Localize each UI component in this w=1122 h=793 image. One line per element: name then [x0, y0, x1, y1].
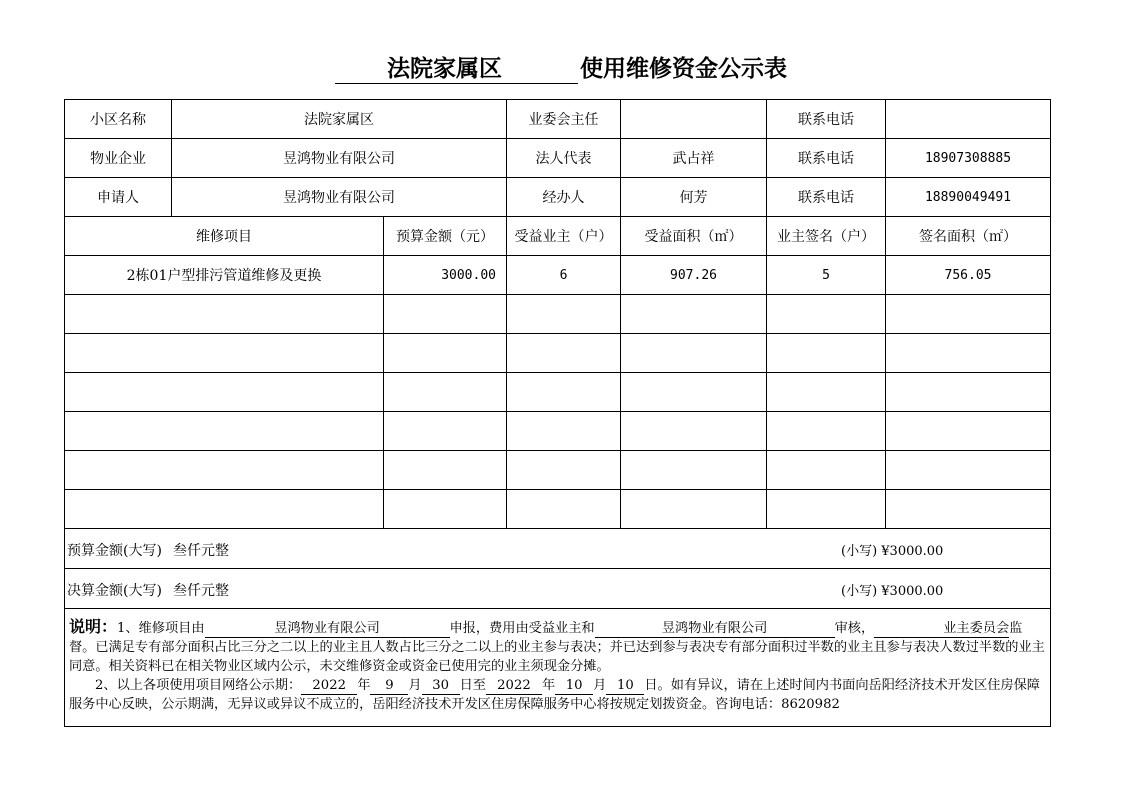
notes-paragraph-2: 2、以上各项使用项目网络公示期： 2022 年 9 月 30 日至 2022 年 10 月 10 日。如有异议，请在上述时间内书面向岳阳经济技术开发区住房保障服务中心反映，公示期满，无异议或异议不成立的，岳阳经济技术开发区住房保障服务中心将按规定划拨资金。咨询电话：8620982: [69, 678, 1040, 712]
value-legal-rep: 武占祥: [621, 139, 767, 178]
value-phone: 18890049491: [886, 178, 1051, 217]
label-applicant: 申请人: [65, 178, 172, 217]
disclosure-table: [64, 99, 1051, 727]
title-blank-underline: [508, 58, 578, 84]
col-header-signed: 业主签名（户）: [767, 217, 886, 256]
label-handler: 经办人: [507, 178, 621, 217]
notes-start-year: 2022: [301, 677, 357, 695]
final-total-figure: (小写) ¥3000.00: [841, 584, 944, 599]
label-community-name: 小区名称: [65, 100, 172, 139]
final-total-row: [65, 569, 1051, 609]
notes-paragraph-1: 说明：1、维修项目由 昱鸿物业有限公司 申报，费用由受益业主和 昱鸿物业有限公司 审核， 业主委员会监督。已满足专有部分面积占比三分之二以上的业主且人数占比三分之二以上的业主参与表决；并已达到参与表决专有部分面积过半数的业主且参与表决人数过半数的业主同意。相关资料已在相关物业区域内公示，未交维修资金或资金已使用完的业主须现金分摊。: [69, 617, 1045, 674]
notes-start-day: 30: [422, 677, 460, 695]
notes-end-month: 10: [555, 677, 593, 695]
budget-total-label: 预算金额(大写): [67, 543, 162, 559]
value-phone: 18907308885: [886, 139, 1051, 178]
col-header-signed-area: 签名面积（㎡）: [886, 217, 1051, 256]
budget-total-row: [65, 529, 1051, 569]
label-phone: 联系电话: [767, 100, 886, 139]
col-header-budget: 预算金额（元）: [384, 217, 507, 256]
col-header-owners: 受益业主（户）: [507, 217, 621, 256]
item-budget: 3000.00: [384, 256, 507, 295]
info-row-community: [65, 100, 1051, 139]
column-header-row: [65, 217, 1051, 256]
col-header-project: 维修项目: [65, 217, 384, 256]
empty-row: [65, 451, 1051, 490]
value-handler: 何芳: [621, 178, 767, 217]
title-community: 法院家属区: [335, 55, 508, 84]
final-total-label: 决算金额(大写): [67, 583, 162, 599]
item-signed-area: 756.05: [886, 256, 1051, 295]
info-row-property-company: [65, 139, 1051, 178]
empty-row: [65, 373, 1051, 412]
notes-end-day: 10: [606, 677, 644, 695]
empty-row: [65, 490, 1051, 529]
notes-end-year: 2022: [486, 677, 542, 695]
label-phone: 联系电话: [767, 139, 886, 178]
empty-row: [65, 295, 1051, 334]
label-legal-rep: 法人代表: [507, 139, 621, 178]
notes-reviewer: 昱鸿物业有限公司: [595, 620, 835, 638]
value-phone: [886, 100, 1051, 139]
notes-heading: 说明：: [69, 617, 118, 636]
item-owners: 6: [507, 256, 621, 295]
notes-supervisor: 业主委员会: [874, 620, 1009, 638]
notes: [65, 609, 1051, 727]
item-signed: 5: [767, 256, 886, 295]
value-community-name: 法院家属区: [172, 100, 507, 139]
label-phone: 联系电话: [767, 178, 886, 217]
table-row: [65, 256, 1051, 295]
final-total-words: 叁仟元整: [173, 583, 229, 599]
notes-applicant: 昱鸿物业有限公司: [205, 620, 450, 638]
empty-row: [65, 412, 1051, 451]
value-property-company: 昱鸿物业有限公司: [172, 139, 507, 178]
col-header-area: 受益面积（㎡）: [621, 217, 767, 256]
notes-start-month: 9: [370, 677, 408, 695]
budget-total-figure: (小写) ¥3000.00: [841, 544, 944, 559]
item-area: 907.26: [621, 256, 767, 295]
value-applicant: 昱鸿物业有限公司: [172, 178, 507, 217]
label-property-company: 物业企业: [65, 139, 172, 178]
item-project: 2栋01户型排污管道维修及更换: [65, 256, 384, 295]
empty-row: [65, 334, 1051, 373]
label-committee-director: 业委会主任: [507, 100, 621, 139]
document-title: [0, 55, 1122, 84]
value-committee-director: [621, 100, 767, 139]
notes-row: [65, 609, 1051, 727]
info-row-applicant: [65, 178, 1051, 217]
budget-total-words: 叁仟元整: [173, 543, 229, 559]
title-suffix: 使用维修资金公示表: [580, 56, 787, 82]
